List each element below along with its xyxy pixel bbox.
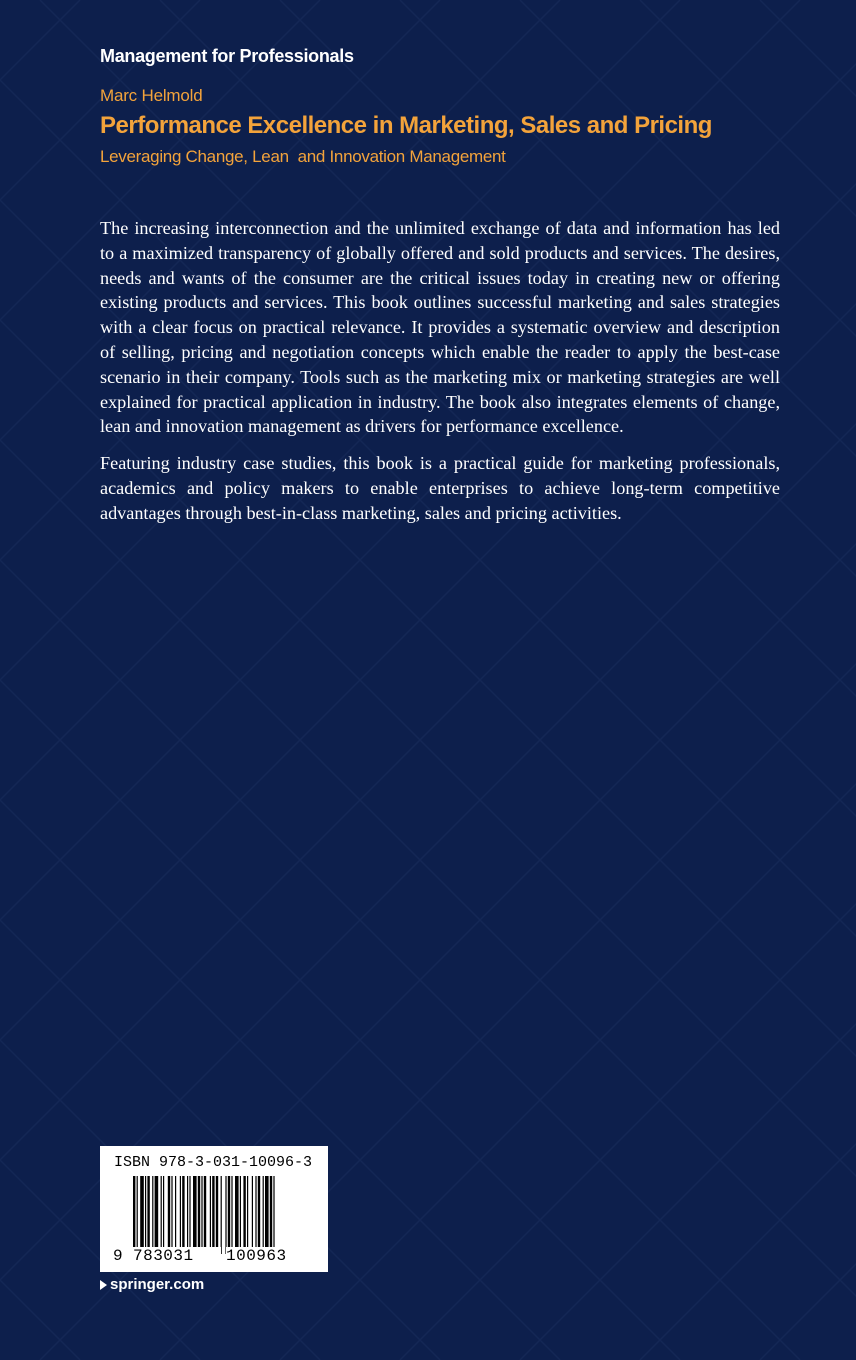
barcode-bar (216, 1176, 218, 1254)
barcode-bar (140, 1176, 144, 1254)
barcode-bar (180, 1176, 181, 1254)
barcode-bar (175, 1176, 176, 1254)
publisher-link[interactable] (100, 1276, 204, 1293)
barcode-bar (252, 1176, 253, 1254)
barcode-bar (273, 1176, 274, 1254)
pattern-line (400, 0, 856, 1360)
barcode-bar (189, 1176, 190, 1254)
barcode-bar (147, 1176, 149, 1254)
pattern-line (280, 0, 856, 1360)
pattern-line (520, 0, 856, 1360)
barcode-bar (231, 1176, 232, 1254)
publisher-link-label: springer.com (110, 1276, 205, 1293)
blurb-paragraph-1: The increasing interconnection and the unlimited exchange of data and information has led to a maximized transparency of globally offered and sold products and services. The desires, needs and wants of the consumer are the critical issues today in creating new or offering existing products and services. This book outlines successful marketing and sales strategies with a clear focus on practical relevance. It provides a systematic overview and description of selling, pricing and negotiation concepts which enable the reader to apply the best-case scenario in their company. Tools such as the marketing mix or marketing strategies are well explained for practical application in industry. The book also integrates elements of change, lean and innovation management as drivers for performance excellence. (100, 218, 780, 437)
barcode-bar (228, 1176, 230, 1254)
barcode-bar (247, 1176, 248, 1254)
barcode-bar (161, 1176, 162, 1254)
pattern-line (640, 0, 856, 1360)
barcode-bar (258, 1176, 260, 1254)
isbn-barcode (100, 1146, 328, 1272)
barcode-bar (137, 1176, 138, 1254)
barcode-bar (243, 1176, 245, 1254)
barcode-digit-group-1: 783031 (133, 1247, 221, 1265)
barcode-bar (265, 1176, 269, 1254)
book-subtitle: Leveraging Change, Lean and Innovation Management (100, 147, 506, 166)
barcode-digit-first: 9 (113, 1247, 123, 1265)
pattern-line (640, 0, 856, 1360)
play-arrow-icon (100, 1280, 107, 1290)
isbn-label: ISBN 978-3-031-10096-3 (114, 1154, 313, 1171)
barcode-bar (193, 1176, 197, 1254)
barcode-bar (182, 1176, 184, 1254)
barcode-bar (163, 1176, 164, 1254)
pattern-line (400, 0, 856, 1360)
barcode-bar (152, 1176, 153, 1254)
author-name: Marc Helmold (100, 86, 203, 105)
barcode-bar (133, 1176, 135, 1254)
barcode-digit-group-2: 100963 (226, 1247, 314, 1265)
pattern-line (760, 0, 856, 1360)
pattern-line (520, 0, 856, 1360)
pattern-line (280, 0, 856, 1360)
barcode-bar (210, 1176, 211, 1254)
barcode-bar (255, 1176, 256, 1254)
barcode-bar (201, 1176, 202, 1254)
barcode-bar (212, 1176, 214, 1254)
barcode-bar (155, 1176, 159, 1254)
series-name: Management for Professionals (100, 46, 354, 66)
book-title: Performance Excellence in Marketing, Sales and Pricing (100, 112, 712, 139)
barcode-bar (235, 1176, 239, 1254)
barcode-bar (225, 1176, 226, 1254)
pattern-line (760, 0, 856, 1360)
barcode-bar (221, 1176, 222, 1254)
blurb-paragraph-2: Featuring industry case studies, this book is a practical guide for marketing professionals, academics and policy makers to enable enterprises to achieve long-term competitive advantages through best-in-class marketing, sales and pricing activities. (100, 453, 780, 523)
blurb (100, 216, 780, 538)
pattern-line (0, 0, 80, 1360)
barcode-bar (145, 1176, 146, 1254)
barcode-bar (187, 1176, 188, 1254)
barcode-bar (198, 1176, 200, 1254)
pattern-line (0, 0, 80, 1360)
barcode-bar (263, 1176, 264, 1254)
barcode-bar (168, 1176, 170, 1254)
barcode-bar (171, 1176, 172, 1254)
barcode-bar (204, 1176, 206, 1254)
barcode-bar (240, 1176, 241, 1254)
barcode-bar (270, 1176, 272, 1254)
